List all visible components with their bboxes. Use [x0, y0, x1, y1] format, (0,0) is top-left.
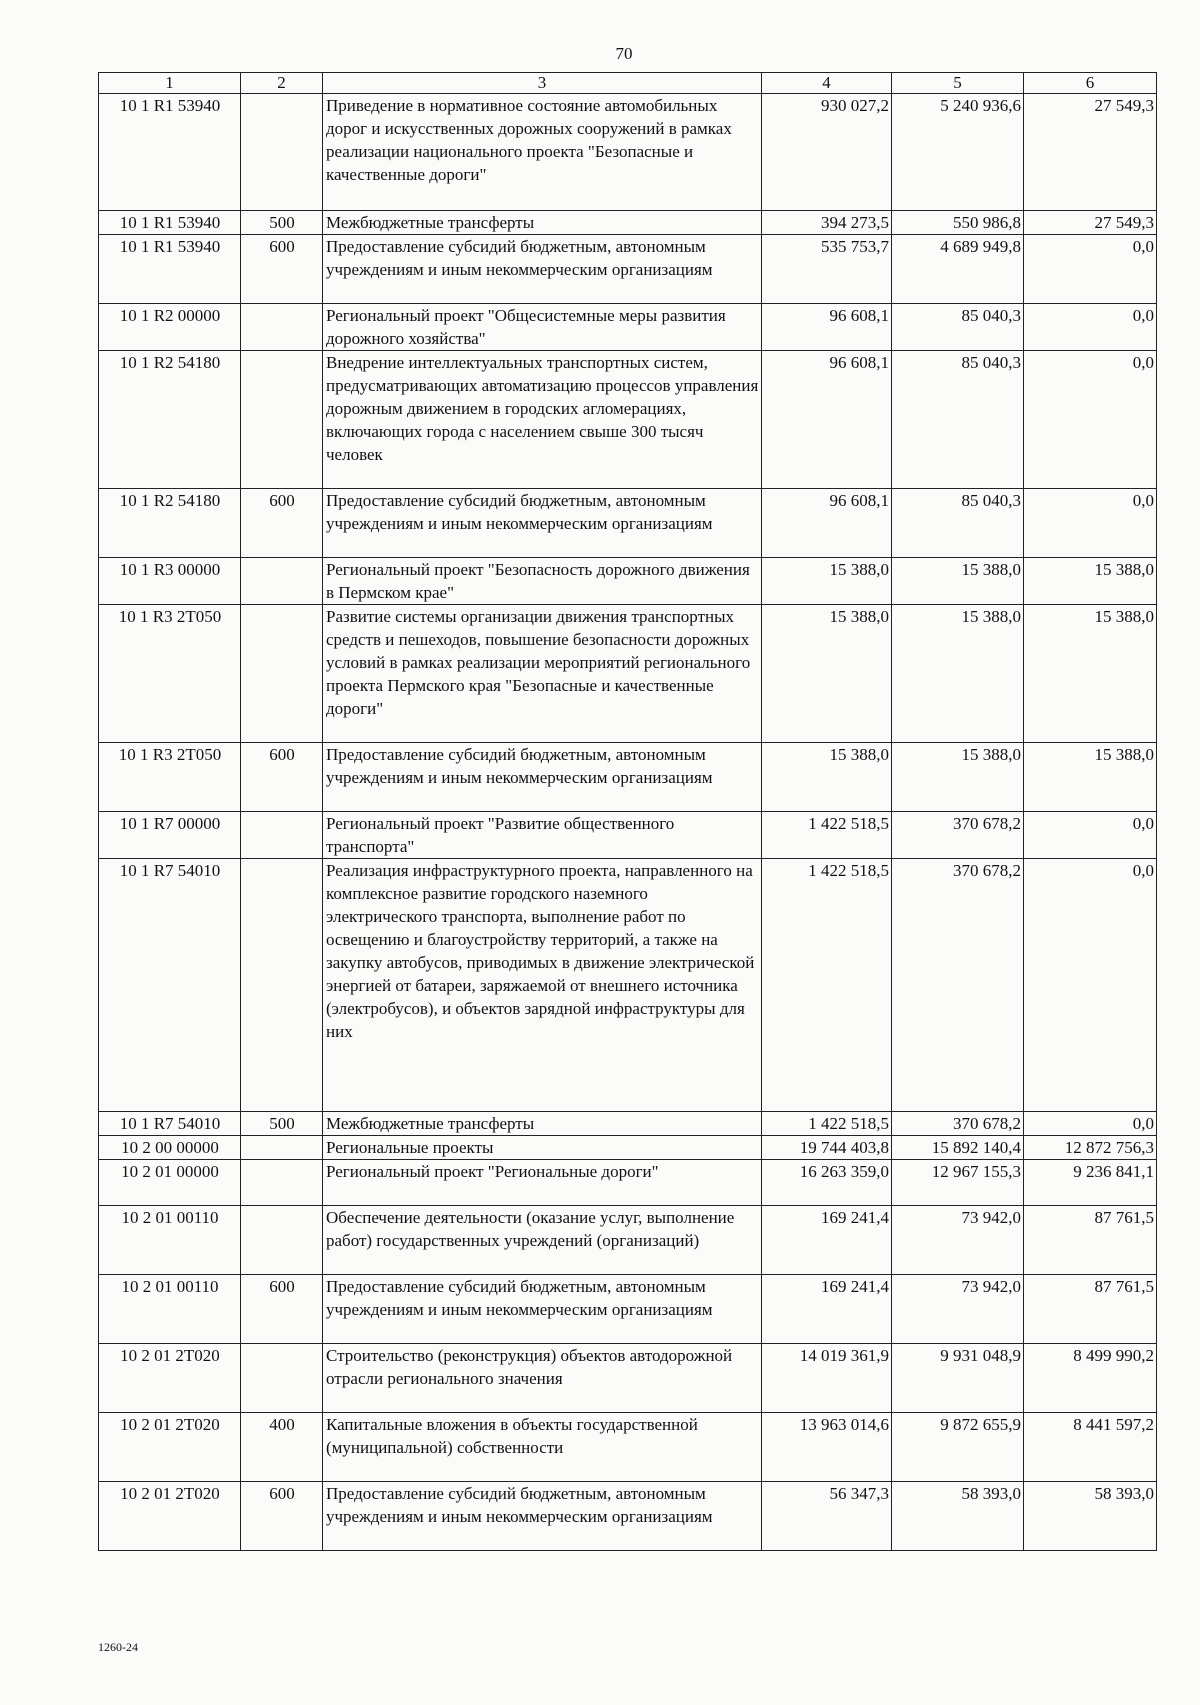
row-name-cell: Обеспечение деятельности (оказание услуг, выполнение работ) государственных учреждений (организаций)	[323, 1206, 762, 1275]
row-expense-type-cell	[241, 1344, 323, 1413]
row-expense-type-cell	[241, 94, 323, 211]
row-value-col5-cell: 85 040,3	[892, 351, 1024, 489]
table-row	[99, 1160, 1157, 1206]
row-name-cell: Приведение в нормативное состояние автомобильных дорог и искусственных дорожных сооружений в рамках реализации национального проекта "Безопасные и качественные дороги"	[323, 94, 762, 211]
row-value-col5-cell: 15 892 140,4	[892, 1136, 1024, 1160]
row-code-cell: 10 2 01 00000	[99, 1160, 241, 1206]
column-header: 2	[241, 73, 323, 94]
row-value-col4-cell: 14 019 361,9	[762, 1344, 892, 1413]
row-expense-type-cell: 500	[241, 211, 323, 235]
row-code-cell: 10 1 R2 54180	[99, 489, 241, 558]
row-expense-type-cell: 600	[241, 743, 323, 812]
row-value-col6-cell: 0,0	[1024, 351, 1157, 489]
row-value-col5-cell: 370 678,2	[892, 812, 1024, 859]
column-header: 6	[1024, 73, 1157, 94]
row-name-cell: Развитие системы организации движения транспортных средств и пешеходов, повышение безопасности дорожных условий в рамках реализации мероприятий регионального проекта Пермского края "Безопасные и качественные дороги"	[323, 605, 762, 743]
row-value-col5-cell: 15 388,0	[892, 558, 1024, 605]
row-value-col4-cell: 169 241,4	[762, 1206, 892, 1275]
row-value-col4-cell: 16 263 359,0	[762, 1160, 892, 1206]
row-name-cell: Капитальные вложения в объекты государственной (муниципальной) собственности	[323, 1413, 762, 1482]
page-number: 70	[615, 44, 633, 63]
table-row	[99, 812, 1157, 859]
row-value-col4-cell: 96 608,1	[762, 304, 892, 351]
row-value-col4-cell: 96 608,1	[762, 351, 892, 489]
row-code-cell: 10 2 01 2T020	[99, 1344, 241, 1413]
row-value-col5-cell: 15 388,0	[892, 605, 1024, 743]
row-value-col5-cell: 15 388,0	[892, 743, 1024, 812]
table-header-row	[99, 73, 1157, 94]
row-value-col6-cell: 0,0	[1024, 812, 1157, 859]
row-value-col5-cell: 73 942,0	[892, 1275, 1024, 1344]
row-name-cell: Предоставление субсидий бюджетным, автономным учреждениям и иным некоммерческим организациям	[323, 743, 762, 812]
row-value-col4-cell: 15 388,0	[762, 605, 892, 743]
table-row	[99, 489, 1157, 558]
column-header: 1	[99, 73, 241, 94]
row-value-col5-cell: 370 678,2	[892, 1112, 1024, 1136]
table-row	[99, 605, 1157, 743]
row-value-col6-cell: 0,0	[1024, 235, 1157, 304]
row-code-cell: 10 2 01 00110	[99, 1206, 241, 1275]
row-value-col4-cell: 19 744 403,8	[762, 1136, 892, 1160]
row-value-col5-cell: 73 942,0	[892, 1206, 1024, 1275]
row-value-col5-cell: 9 872 655,9	[892, 1413, 1024, 1482]
row-code-cell: 10 1 R7 00000	[99, 812, 241, 859]
row-value-col5-cell: 4 689 949,8	[892, 235, 1024, 304]
row-value-col5-cell: 58 393,0	[892, 1482, 1024, 1551]
row-name-cell: Региональный проект "Общесистемные меры развития дорожного хозяйства"	[323, 304, 762, 351]
row-code-cell: 10 1 R3 2T050	[99, 605, 241, 743]
row-value-col4-cell: 15 388,0	[762, 558, 892, 605]
row-code-cell: 10 1 R1 53940	[99, 94, 241, 211]
row-value-col5-cell: 9 931 048,9	[892, 1344, 1024, 1413]
row-name-cell: Региональный проект "Региональные дороги"	[323, 1160, 762, 1206]
row-value-col6-cell: 58 393,0	[1024, 1482, 1157, 1551]
row-name-cell: Внедрение интеллектуальных транспортных систем, предусматривающих автоматизацию процессов управления дорожным движением в городских агломерациях, включающих города с населением свыше 300 тысяч человек	[323, 351, 762, 489]
row-expense-type-cell	[241, 1136, 323, 1160]
row-name-cell: Предоставление субсидий бюджетным, автономным учреждениям и иным некоммерческим организациям	[323, 1482, 762, 1551]
row-expense-type-cell	[241, 351, 323, 489]
row-name-cell: Строительство (реконструкция) объектов автодорожной отрасли регионального значения	[323, 1344, 762, 1413]
row-value-col6-cell: 27 549,3	[1024, 211, 1157, 235]
row-value-col6-cell: 8 441 597,2	[1024, 1413, 1157, 1482]
row-expense-type-cell	[241, 1206, 323, 1275]
row-value-col4-cell: 930 027,2	[762, 94, 892, 211]
row-name-cell: Предоставление субсидий бюджетным, автономным учреждениям и иным некоммерческим организациям	[323, 235, 762, 304]
row-name-cell: Реализация инфраструктурного проекта, направленного на комплексное развитие городского наземного электрического транспорта, выполнение работ по освещению и благоустройству территорий, а также на закупку автобусов, приводимых в движение электрической энергией от батареи, заряжаемой от внешнего источника (электробусов), и объектов зарядной инфраструктуры для них	[323, 859, 762, 1112]
row-value-col4-cell: 169 241,4	[762, 1275, 892, 1344]
row-value-col6-cell: 87 761,5	[1024, 1206, 1157, 1275]
row-code-cell: 10 1 R3 2T050	[99, 743, 241, 812]
row-code-cell: 10 1 R2 00000	[99, 304, 241, 351]
row-value-col5-cell: 550 986,8	[892, 211, 1024, 235]
row-code-cell: 10 1 R3 00000	[99, 558, 241, 605]
row-expense-type-cell: 600	[241, 1482, 323, 1551]
row-name-cell: Предоставление субсидий бюджетным, автономным учреждениям и иным некоммерческим организациям	[323, 489, 762, 558]
row-name-cell: Региональный проект "Безопасность дорожного движения в Пермском крае"	[323, 558, 762, 605]
row-value-col6-cell: 0,0	[1024, 489, 1157, 558]
row-name-cell: Региональный проект "Развитие общественного транспорта"	[323, 812, 762, 859]
row-value-col6-cell: 15 388,0	[1024, 743, 1157, 812]
row-value-col6-cell: 0,0	[1024, 859, 1157, 1112]
row-expense-type-cell: 600	[241, 1275, 323, 1344]
table-row	[99, 304, 1157, 351]
row-code-cell: 10 1 R1 53940	[99, 211, 241, 235]
row-value-col6-cell: 15 388,0	[1024, 558, 1157, 605]
row-value-col4-cell: 56 347,3	[762, 1482, 892, 1551]
row-value-col4-cell: 1 422 518,5	[762, 812, 892, 859]
table-row	[99, 211, 1157, 235]
row-value-col5-cell: 85 040,3	[892, 489, 1024, 558]
row-expense-type-cell	[241, 605, 323, 743]
row-value-col4-cell: 1 422 518,5	[762, 859, 892, 1112]
column-header: 5	[892, 73, 1024, 94]
row-name-cell: Межбюджетные трансферты	[323, 211, 762, 235]
row-name-cell: Межбюджетные трансферты	[323, 1112, 762, 1136]
table-row	[99, 859, 1157, 1112]
row-value-col6-cell: 12 872 756,3	[1024, 1136, 1157, 1160]
row-value-col6-cell: 0,0	[1024, 304, 1157, 351]
row-expense-type-cell: 600	[241, 235, 323, 304]
table-row	[99, 743, 1157, 812]
row-value-col6-cell: 15 388,0	[1024, 605, 1157, 743]
row-value-col4-cell: 15 388,0	[762, 743, 892, 812]
row-value-col4-cell: 1 422 518,5	[762, 1112, 892, 1136]
row-value-col6-cell: 27 549,3	[1024, 94, 1157, 211]
row-value-col5-cell: 12 967 155,3	[892, 1160, 1024, 1206]
table-row	[99, 1112, 1157, 1136]
row-value-col6-cell: 9 236 841,1	[1024, 1160, 1157, 1206]
row-value-col4-cell: 96 608,1	[762, 489, 892, 558]
row-name-cell: Предоставление субсидий бюджетным, автономным учреждениям и иным некоммерческим организациям	[323, 1275, 762, 1344]
row-value-col6-cell: 8 499 990,2	[1024, 1344, 1157, 1413]
table-row	[99, 1136, 1157, 1160]
row-name-cell: Региональные проекты	[323, 1136, 762, 1160]
row-expense-type-cell: 600	[241, 489, 323, 558]
row-value-col6-cell: 87 761,5	[1024, 1275, 1157, 1344]
row-value-col6-cell: 0,0	[1024, 1112, 1157, 1136]
row-code-cell: 10 1 R7 54010	[99, 859, 241, 1112]
table-row	[99, 94, 1157, 211]
budget-table	[98, 72, 1157, 1551]
row-expense-type-cell	[241, 1160, 323, 1206]
row-expense-type-cell	[241, 558, 323, 605]
row-value-col4-cell: 394 273,5	[762, 211, 892, 235]
table-row	[99, 235, 1157, 304]
table-row	[99, 558, 1157, 605]
row-value-col5-cell: 5 240 936,6	[892, 94, 1024, 211]
row-expense-type-cell	[241, 812, 323, 859]
row-code-cell: 10 2 01 2T020	[99, 1482, 241, 1551]
column-header: 3	[323, 73, 762, 94]
row-expense-type-cell	[241, 859, 323, 1112]
row-code-cell: 10 1 R1 53940	[99, 235, 241, 304]
row-code-cell: 10 2 00 00000	[99, 1136, 241, 1160]
column-header: 4	[762, 73, 892, 94]
table-row	[99, 1482, 1157, 1551]
row-code-cell: 10 1 R2 54180	[99, 351, 241, 489]
row-value-col4-cell: 535 753,7	[762, 235, 892, 304]
row-expense-type-cell	[241, 304, 323, 351]
row-code-cell: 10 2 01 2T020	[99, 1413, 241, 1482]
row-value-col4-cell: 13 963 014,6	[762, 1413, 892, 1482]
row-value-col5-cell: 85 040,3	[892, 304, 1024, 351]
row-value-col5-cell: 370 678,2	[892, 859, 1024, 1112]
row-expense-type-cell: 400	[241, 1413, 323, 1482]
row-code-cell: 10 1 R7 54010	[99, 1112, 241, 1136]
document-code: 1260-24	[98, 1640, 138, 1654]
table-row	[99, 1275, 1157, 1344]
row-expense-type-cell: 500	[241, 1112, 323, 1136]
row-code-cell: 10 2 01 00110	[99, 1275, 241, 1344]
table-row	[99, 1413, 1157, 1482]
table-row	[99, 351, 1157, 489]
table-row	[99, 1344, 1157, 1413]
table-row	[99, 1206, 1157, 1275]
